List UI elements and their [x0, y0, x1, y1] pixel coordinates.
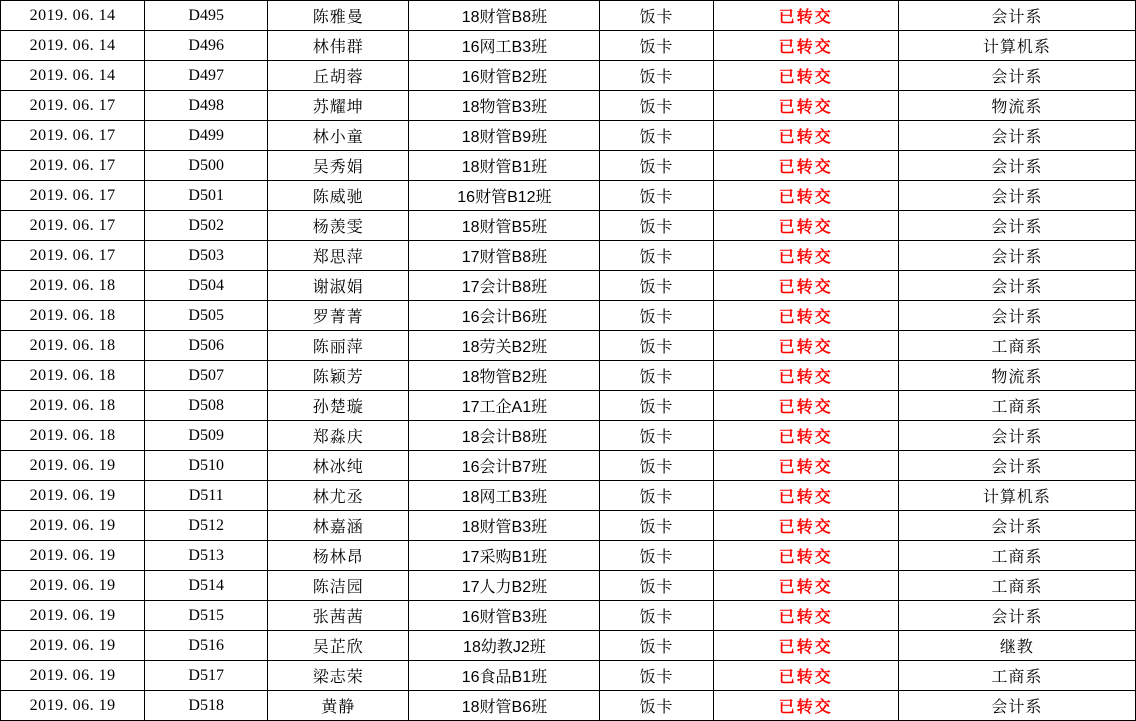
table-row	[1, 601, 1136, 631]
cell-dept: 工商系	[898, 331, 1135, 361]
cell-dept: 计算机系	[898, 31, 1135, 61]
cell-dept: 工商系	[898, 391, 1135, 421]
cell-id: D511	[145, 481, 268, 511]
cell-item: 饭卡	[600, 211, 713, 241]
cell-status: 已转交	[713, 151, 898, 181]
cell-id: D510	[145, 451, 268, 481]
cell-item: 饭卡	[600, 601, 713, 631]
cell-dept: 会计系	[898, 151, 1135, 181]
table-row	[1, 31, 1136, 61]
cell-dept: 会计系	[898, 211, 1135, 241]
cell-date: 2019. 06. 19	[1, 541, 145, 571]
cell-dept: 物流系	[898, 91, 1135, 121]
cell-status: 已转交	[713, 121, 898, 151]
cell-id: D504	[145, 271, 268, 301]
cell-item: 饭卡	[600, 121, 713, 151]
table-row	[1, 271, 1136, 301]
cell-item: 饭卡	[600, 661, 713, 691]
cell-date: 2019. 06. 18	[1, 331, 145, 361]
cell-status: 已转交	[713, 331, 898, 361]
cell-class: 17会计B8班	[409, 271, 600, 301]
table-row	[1, 241, 1136, 271]
cell-date: 2019. 06. 17	[1, 151, 145, 181]
cell-item: 饭卡	[600, 631, 713, 661]
cell-date: 2019. 06. 17	[1, 181, 145, 211]
cell-name: 林小童	[268, 121, 409, 151]
cell-dept: 会计系	[898, 271, 1135, 301]
cell-class: 18财管B8班	[409, 1, 600, 31]
cell-item: 饭卡	[600, 421, 713, 451]
cell-class: 18会计B8班	[409, 421, 600, 451]
table-row	[1, 181, 1136, 211]
cell-date: 2019. 06. 19	[1, 571, 145, 601]
cell-class: 18财管B9班	[409, 121, 600, 151]
cell-id: D502	[145, 211, 268, 241]
cell-name: 陈雅曼	[268, 1, 409, 31]
cell-date: 2019. 06. 14	[1, 61, 145, 91]
cell-dept: 工商系	[898, 661, 1135, 691]
cell-status: 已转交	[713, 31, 898, 61]
cell-class: 16财管B2班	[409, 61, 600, 91]
cell-date: 2019. 06. 19	[1, 661, 145, 691]
cell-class: 16财管B3班	[409, 601, 600, 631]
cell-status: 已转交	[713, 181, 898, 211]
cell-name: 孙楚璇	[268, 391, 409, 421]
cell-name: 苏耀坤	[268, 91, 409, 121]
cell-name: 吴秀娟	[268, 151, 409, 181]
cell-id: D515	[145, 601, 268, 631]
table-row	[1, 631, 1136, 661]
cell-class: 18劳关B2班	[409, 331, 600, 361]
table-row	[1, 451, 1136, 481]
cell-class: 18财管B1班	[409, 151, 600, 181]
cell-status: 已转交	[713, 271, 898, 301]
cell-class: 17人力B2班	[409, 571, 600, 601]
cell-item: 饭卡	[600, 61, 713, 91]
cell-id: D509	[145, 421, 268, 451]
cell-item: 饭卡	[600, 571, 713, 601]
cell-id: D508	[145, 391, 268, 421]
cell-class: 18财管B5班	[409, 211, 600, 241]
cell-name: 林冰纯	[268, 451, 409, 481]
cell-date: 2019. 06. 14	[1, 1, 145, 31]
cell-id: D495	[145, 1, 268, 31]
cell-id: D500	[145, 151, 268, 181]
cell-id: D506	[145, 331, 268, 361]
cell-item: 饭卡	[600, 331, 713, 361]
cell-status: 已转交	[713, 211, 898, 241]
table-row	[1, 361, 1136, 391]
cell-class: 17采购B1班	[409, 541, 600, 571]
table-row	[1, 571, 1136, 601]
cell-status: 已转交	[713, 391, 898, 421]
cell-date: 2019. 06. 19	[1, 691, 145, 721]
cell-status: 已转交	[713, 361, 898, 391]
cell-item: 饭卡	[600, 481, 713, 511]
table-row	[1, 691, 1136, 721]
cell-date: 2019. 06. 19	[1, 631, 145, 661]
cell-name: 黄静	[268, 691, 409, 721]
cell-id: D503	[145, 241, 268, 271]
cell-name: 林嘉涵	[268, 511, 409, 541]
table-row	[1, 1, 1136, 31]
table-row	[1, 301, 1136, 331]
cell-date: 2019. 06. 17	[1, 211, 145, 241]
cell-status: 已转交	[713, 601, 898, 631]
cell-dept: 会计系	[898, 61, 1135, 91]
cell-item: 饭卡	[600, 301, 713, 331]
cell-item: 饭卡	[600, 91, 713, 121]
table-row	[1, 481, 1136, 511]
cell-class: 16网工B3班	[409, 31, 600, 61]
cell-item: 饭卡	[600, 541, 713, 571]
cell-date: 2019. 06. 18	[1, 361, 145, 391]
cell-item: 饭卡	[600, 391, 713, 421]
cell-class: 18财管B6班	[409, 691, 600, 721]
table-row	[1, 511, 1136, 541]
cell-name: 梁志荣	[268, 661, 409, 691]
cell-id: D501	[145, 181, 268, 211]
table-body	[1, 1, 1136, 721]
cell-id: D498	[145, 91, 268, 121]
cell-status: 已转交	[713, 91, 898, 121]
cell-status: 已转交	[713, 661, 898, 691]
cell-name: 林伟群	[268, 31, 409, 61]
cell-status: 已转交	[713, 511, 898, 541]
cell-status: 已转交	[713, 691, 898, 721]
cell-class: 17工企A1班	[409, 391, 600, 421]
table-row	[1, 91, 1136, 121]
cell-status: 已转交	[713, 421, 898, 451]
table-row	[1, 391, 1136, 421]
cell-name: 丘胡蓉	[268, 61, 409, 91]
cell-id: D507	[145, 361, 268, 391]
cell-class: 16财管B12班	[409, 181, 600, 211]
cell-date: 2019. 06. 19	[1, 481, 145, 511]
cell-date: 2019. 06. 18	[1, 271, 145, 301]
cell-date: 2019. 06. 18	[1, 301, 145, 331]
cell-item: 饭卡	[600, 361, 713, 391]
cell-class: 16食品B1班	[409, 661, 600, 691]
cell-name: 罗菁菁	[268, 301, 409, 331]
cell-name: 杨林昂	[268, 541, 409, 571]
cell-dept: 会计系	[898, 451, 1135, 481]
cell-dept: 会计系	[898, 601, 1135, 631]
cell-id: D516	[145, 631, 268, 661]
cell-status: 已转交	[713, 61, 898, 91]
cell-name: 陈威驰	[268, 181, 409, 211]
cell-date: 2019. 06. 14	[1, 31, 145, 61]
cell-date: 2019. 06. 17	[1, 91, 145, 121]
cell-class: 16会计B7班	[409, 451, 600, 481]
cell-status: 已转交	[713, 301, 898, 331]
cell-dept: 会计系	[898, 511, 1135, 541]
table-row	[1, 211, 1136, 241]
cell-class: 17财管B8班	[409, 241, 600, 271]
cell-id: D512	[145, 511, 268, 541]
cell-date: 2019. 06. 19	[1, 451, 145, 481]
cell-name: 吴芷欣	[268, 631, 409, 661]
cell-name: 郑淼庆	[268, 421, 409, 451]
cell-name: 陈颖芳	[268, 361, 409, 391]
cell-id: D513	[145, 541, 268, 571]
cell-date: 2019. 06. 18	[1, 421, 145, 451]
cell-date: 2019. 06. 19	[1, 511, 145, 541]
cell-id: D496	[145, 31, 268, 61]
cell-item: 饭卡	[600, 181, 713, 211]
cell-name: 林尤丞	[268, 481, 409, 511]
cell-item: 饭卡	[600, 451, 713, 481]
cell-dept: 工商系	[898, 541, 1135, 571]
cell-name: 陈洁园	[268, 571, 409, 601]
cell-dept: 会计系	[898, 121, 1135, 151]
cell-dept: 会计系	[898, 241, 1135, 271]
cell-date: 2019. 06. 17	[1, 121, 145, 151]
cell-id: D514	[145, 571, 268, 601]
cell-id: D505	[145, 301, 268, 331]
cell-status: 已转交	[713, 1, 898, 31]
cell-status: 已转交	[713, 481, 898, 511]
cell-class: 18物管B3班	[409, 91, 600, 121]
cell-id: D518	[145, 691, 268, 721]
cell-item: 饭卡	[600, 1, 713, 31]
cell-class: 18财管B3班	[409, 511, 600, 541]
cell-dept: 会计系	[898, 691, 1135, 721]
cell-dept: 会计系	[898, 421, 1135, 451]
cell-item: 饭卡	[600, 511, 713, 541]
cell-status: 已转交	[713, 631, 898, 661]
cell-dept: 继教	[898, 631, 1135, 661]
cell-date: 2019. 06. 17	[1, 241, 145, 271]
cell-id: D499	[145, 121, 268, 151]
cell-name: 杨羡雯	[268, 211, 409, 241]
cell-date: 2019. 06. 18	[1, 391, 145, 421]
table-row	[1, 541, 1136, 571]
cell-item: 饭卡	[600, 271, 713, 301]
cell-dept: 工商系	[898, 571, 1135, 601]
cell-status: 已转交	[713, 541, 898, 571]
cell-item: 饭卡	[600, 241, 713, 271]
cell-dept: 计算机系	[898, 481, 1135, 511]
cell-name: 郑思萍	[268, 241, 409, 271]
cell-date: 2019. 06. 19	[1, 601, 145, 631]
cell-item: 饭卡	[600, 31, 713, 61]
cell-item: 饭卡	[600, 151, 713, 181]
cell-dept: 会计系	[898, 1, 1135, 31]
cell-status: 已转交	[713, 241, 898, 271]
table-row	[1, 421, 1136, 451]
cell-status: 已转交	[713, 451, 898, 481]
cell-class: 16会计B6班	[409, 301, 600, 331]
table-row	[1, 151, 1136, 181]
cell-class: 18幼教J2班	[409, 631, 600, 661]
cell-dept: 会计系	[898, 181, 1135, 211]
cell-dept: 会计系	[898, 301, 1135, 331]
table-row	[1, 661, 1136, 691]
cell-dept: 物流系	[898, 361, 1135, 391]
cell-name: 谢淑娟	[268, 271, 409, 301]
cell-class: 18网工B3班	[409, 481, 600, 511]
table-row	[1, 331, 1136, 361]
cell-name: 陈丽萍	[268, 331, 409, 361]
cell-id: D497	[145, 61, 268, 91]
cell-class: 18物管B2班	[409, 361, 600, 391]
cell-name: 张茜茜	[268, 601, 409, 631]
table-row	[1, 121, 1136, 151]
cell-item: 饭卡	[600, 691, 713, 721]
cell-id: D517	[145, 661, 268, 691]
table-row	[1, 61, 1136, 91]
cell-status: 已转交	[713, 571, 898, 601]
